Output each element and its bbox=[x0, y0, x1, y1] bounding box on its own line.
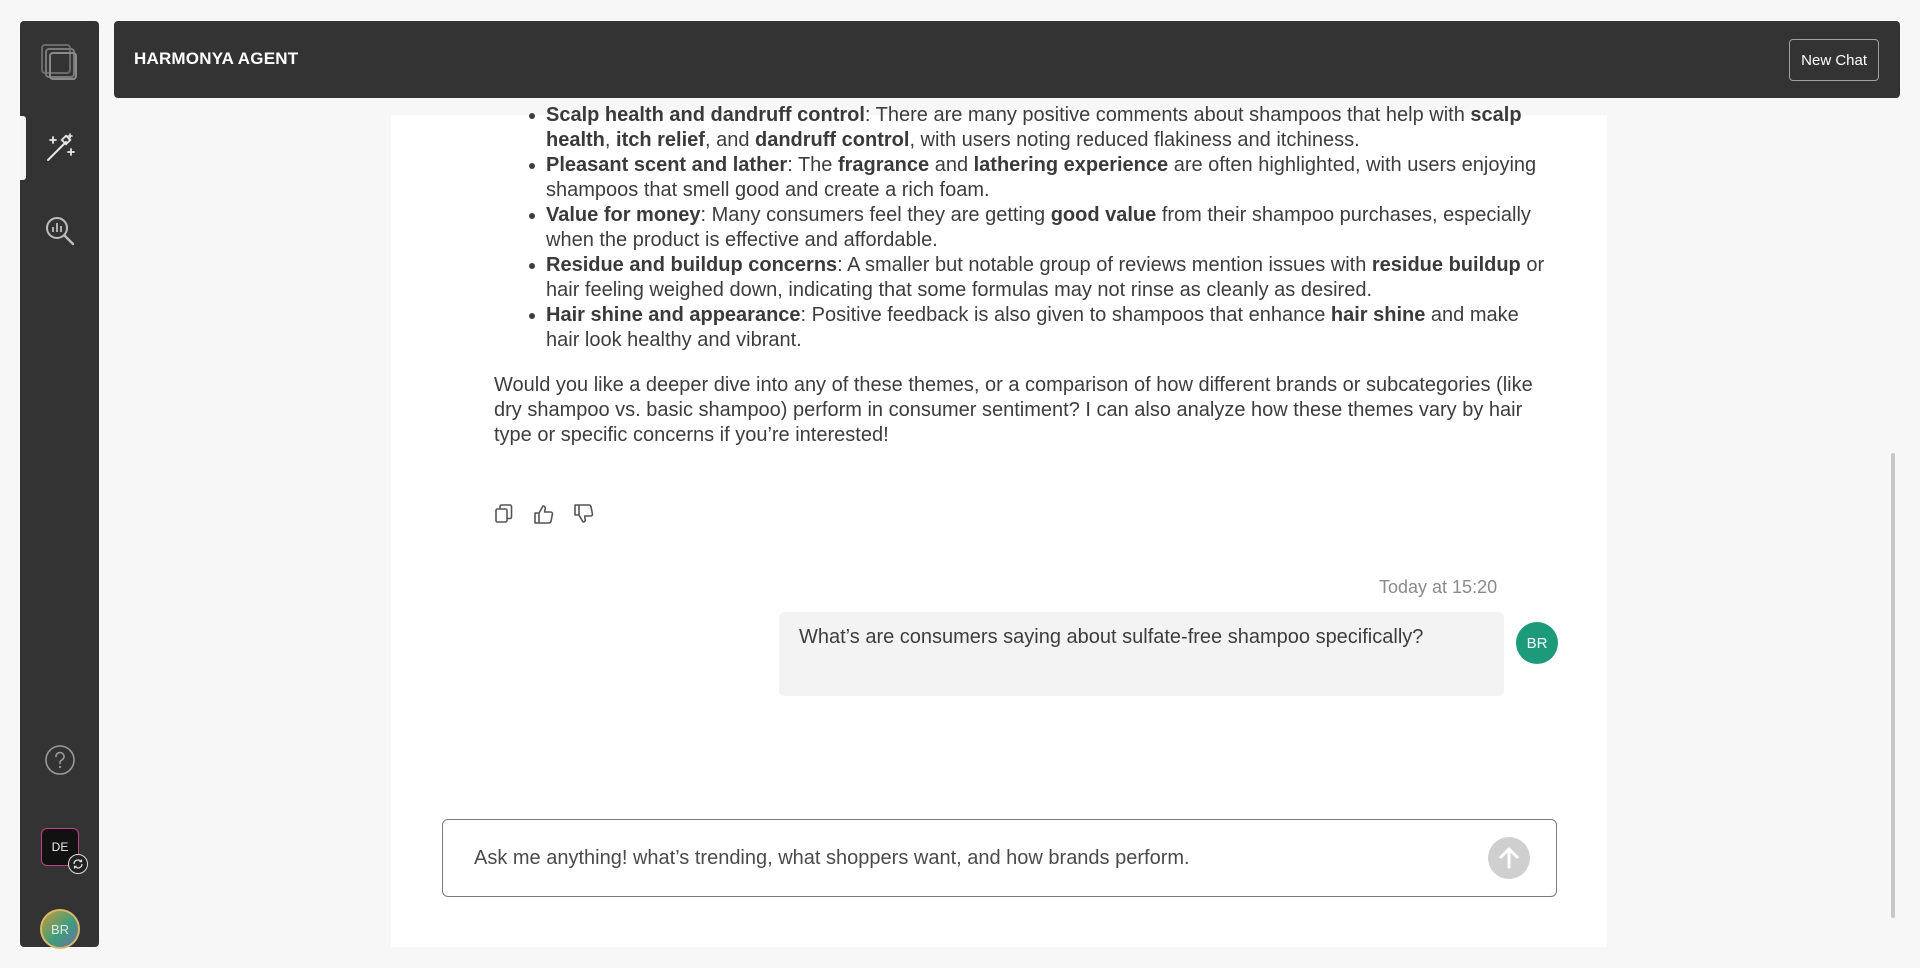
theme-list-item bbox=[546, 253, 1554, 303]
assistant-closing-text: Would you like a deeper dive into any of these themes, or a comparison of how different brands or subcategories (like dry shampoo vs. basic shampoo) perform in consumer sentiment? I can also analyze how these themes vary by hair type or specific concerns if you’re interested! bbox=[494, 374, 1533, 446]
chat-panel bbox=[391, 104, 1607, 947]
theme-description: : The fragrance and lathering experience are often highlighted, with users enjoying shampoos that smell good and create a rich foam. bbox=[546, 154, 1537, 201]
help-icon[interactable] bbox=[44, 744, 76, 776]
app-title: HARMONYA AGENT bbox=[134, 49, 299, 68]
thumbs-down-icon[interactable] bbox=[573, 503, 595, 525]
theme-title: Value for money bbox=[546, 204, 701, 226]
copy-icon[interactable] bbox=[493, 503, 515, 525]
theme-description: : Many consumers feel they are getting good value from their shampoo purchases, especially when the product is effective and affordable. bbox=[546, 204, 1531, 251]
sidebar-item-agent[interactable] bbox=[20, 116, 99, 180]
assistant-message bbox=[494, 104, 1554, 448]
theme-description: : A smaller but notable group of reviews mention issues with residue buildup or hair feeling weighed down, indicating that some formulas may not rinse as cleanly as desired. bbox=[546, 254, 1545, 301]
magic-wand-icon bbox=[43, 131, 77, 165]
theme-list-item bbox=[546, 303, 1554, 353]
user-avatar: BR bbox=[1516, 622, 1558, 664]
sidebar-item-analytics[interactable] bbox=[20, 199, 99, 263]
app-header bbox=[114, 21, 1900, 98]
theme-title: Pleasant scent and lather bbox=[546, 154, 788, 176]
send-button[interactable] bbox=[1488, 837, 1530, 879]
sidebar bbox=[20, 21, 99, 947]
theme-title: Residue and buildup concerns bbox=[546, 254, 838, 276]
theme-description: : Positive feedback is also given to shampoos that enhance hair shine and make hair look healthy and vibrant. bbox=[546, 304, 1519, 351]
new-chat-button[interactable]: New Chat bbox=[1789, 39, 1879, 81]
thumbs-up-icon[interactable] bbox=[533, 503, 555, 525]
theme-list-item bbox=[546, 203, 1554, 253]
analytics-search-icon bbox=[43, 214, 77, 248]
chat-composer[interactable] bbox=[442, 819, 1557, 897]
theme-title: Hair shine and appearance bbox=[546, 304, 801, 326]
message-timestamp: Today at 15:20 bbox=[1379, 577, 1498, 597]
message-actions bbox=[493, 503, 595, 525]
theme-description: : There are many positive comments about shampoos that help with scalp health, itch relief, and dandruff control, with users noting reduced flakiness and itchiness. bbox=[546, 104, 1522, 151]
arrow-up-icon bbox=[1496, 845, 1522, 871]
theme-list-item bbox=[546, 103, 1554, 153]
theme-title: Scalp health and dandruff control bbox=[546, 104, 865, 126]
user-avatar-sidebar[interactable]: BR bbox=[40, 909, 80, 949]
user-message-bubble: What’s are consumers saying about sulfate-free shampoo specifically? bbox=[779, 612, 1504, 696]
theme-list-item bbox=[546, 153, 1554, 203]
layers-logo-icon[interactable] bbox=[38, 41, 80, 83]
sync-icon[interactable] bbox=[68, 854, 88, 874]
page-scrollbar[interactable] bbox=[1891, 453, 1895, 918]
theme-list bbox=[494, 103, 1554, 353]
workspace-badge[interactable]: DE bbox=[41, 828, 79, 866]
chat-input[interactable] bbox=[474, 842, 1454, 874]
